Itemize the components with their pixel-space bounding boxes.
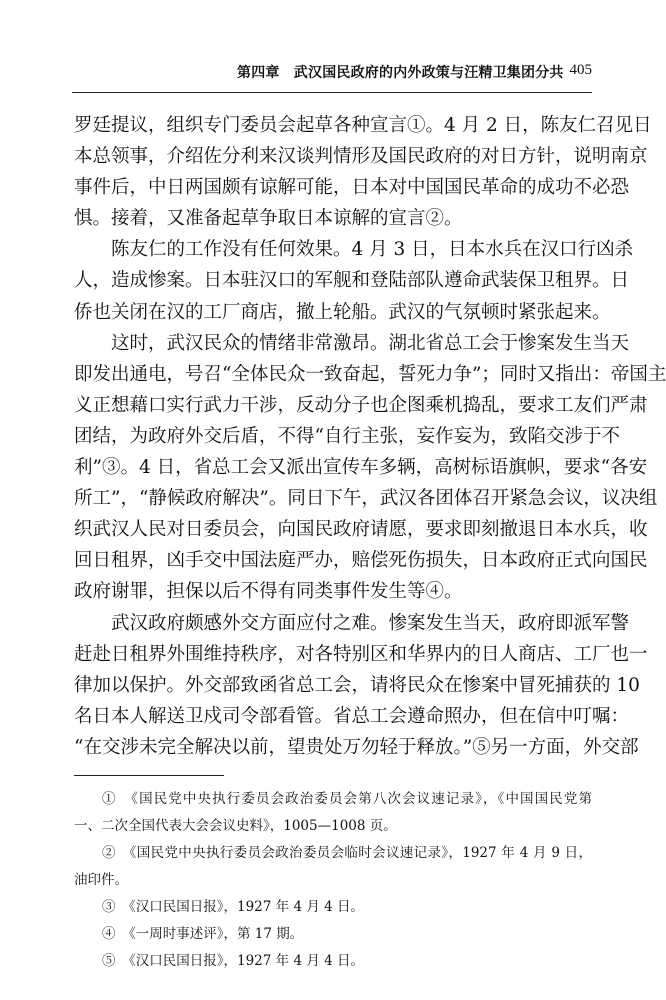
footnote-line: ① 《国民党中央执行委员会政治委员会第八次会议速记录》，《中国国民党第 xyxy=(102,791,592,807)
text-line: 罗廷提议，组织专门委员会起草各种宣言①。4 月 2 日，陈友仁召见日 xyxy=(74,115,652,136)
chapter-title: 第四章 武汉国民政府的内外政策与汪精卫集团分共 xyxy=(237,65,564,81)
text-line: 武汉政府颇感外交方面应付之难。惨案发生当天，政府即派军警 xyxy=(111,612,630,634)
text-line: 事件后，中日两国颇有谅解可能，日本对中国国民革命的成功不必恐 xyxy=(74,177,630,199)
footnote-line: ③ 《汉口民国日报》，1927 年 4 月 4 日。 xyxy=(102,899,364,915)
text-line: 利”③。4 日，省总工会又派出宣传车多辆，高树标语旗帜，要求“各安 xyxy=(74,457,648,479)
footnote xyxy=(74,921,592,948)
text-line: 律加以保护。外交部致函省总工会，请将民众在惨案中冒死捕获的 10 xyxy=(74,674,640,696)
text-line: 织武汉人民对日委员会，向国民政府请愿，要求即刻撤退日本水兵，收 xyxy=(74,519,648,541)
text-line: 名日本人解送卫戍司令部看管。省总工会遵命照办，但在信中叮嘱： xyxy=(74,705,630,727)
footnote-line: ② 《国民党中央执行委员会政治委员会临时会议速记录》，1927 年 4 月 9 日， xyxy=(102,845,592,861)
page-number: 405 xyxy=(569,62,592,78)
text-line: “在交涉未完全解决以前，望贵处万勿轻于释放。”⑤另一方面，外交部 xyxy=(74,736,639,758)
paragraph xyxy=(74,234,634,327)
footnote-line: ⑤ 《汉口民国日报》，1927 年 4 月 4 日。 xyxy=(102,953,364,969)
text-line: 团结，为政府外交后盾，不得“自行主张，妄作妄为，致陷交涉于不 xyxy=(74,425,620,447)
footnotes xyxy=(74,775,592,975)
text-line: 人，造成惨案。日本驻汉口的军舰和登陆部队遵命武装保卫租界。日 xyxy=(74,270,630,292)
text-line: 陈友仁的工作没有任何效果。4 月 3 日，日本水兵在汉口行凶杀 xyxy=(111,239,634,261)
text-line: 侨也关闭在汉的工厂商店，撤上轮船。武汉的气氛顿时紧张起来。 xyxy=(74,301,611,323)
paragraph xyxy=(74,110,652,234)
footnote-line: ④ 《一周时事述评》，第 17 期。 xyxy=(102,926,304,942)
text-line: 义正想藉口实行武力干涉，反动分子也企图乘机捣乱，要求工友们严肃 xyxy=(74,394,648,416)
text-line: 赶赴日租界外围维持秩序，对各特别区和华界内的日人商店、工厂也一 xyxy=(74,643,648,665)
text-line: 惧。接着，又准备起草争取日本谅解的宣言②。 xyxy=(74,208,463,230)
text-line: 所工”，“静候政府解决”。同日下午，武汉各团体召开紧急会议，议决组 xyxy=(74,488,658,510)
main-text xyxy=(74,110,666,763)
text-line: 这时，武汉民众的情绪非常激昂。湖北省总工会于惨案发生当天 xyxy=(111,332,630,354)
paragraph xyxy=(74,608,648,763)
footnote-line: 一、二次全国代表大会会议史料》，1005—1008 页。 xyxy=(74,818,397,834)
footnote-line: 油印件。 xyxy=(74,872,128,888)
running-header xyxy=(72,46,592,93)
text-line: 政府谢罪，担保以后不得有同类事件发生等④。 xyxy=(74,581,463,603)
text-line: 回日租界，凶手交中国法庭严办，赔偿死伤损失，日本政府正式向国民 xyxy=(74,550,648,572)
footnote xyxy=(74,948,592,975)
paragraph xyxy=(74,328,666,608)
footnote xyxy=(74,840,592,894)
text-line: 即发出通电，号召“全体民众一致奋起，誓死力争”；同时又指出：帝国主 xyxy=(74,363,666,385)
footnote xyxy=(74,786,592,840)
footnote-divider xyxy=(74,775,224,776)
text-line: 本总领事，介绍佐分利来汉谈判情形及国民政府的对日方针，说明南京 xyxy=(74,146,648,168)
footnote xyxy=(74,894,592,921)
